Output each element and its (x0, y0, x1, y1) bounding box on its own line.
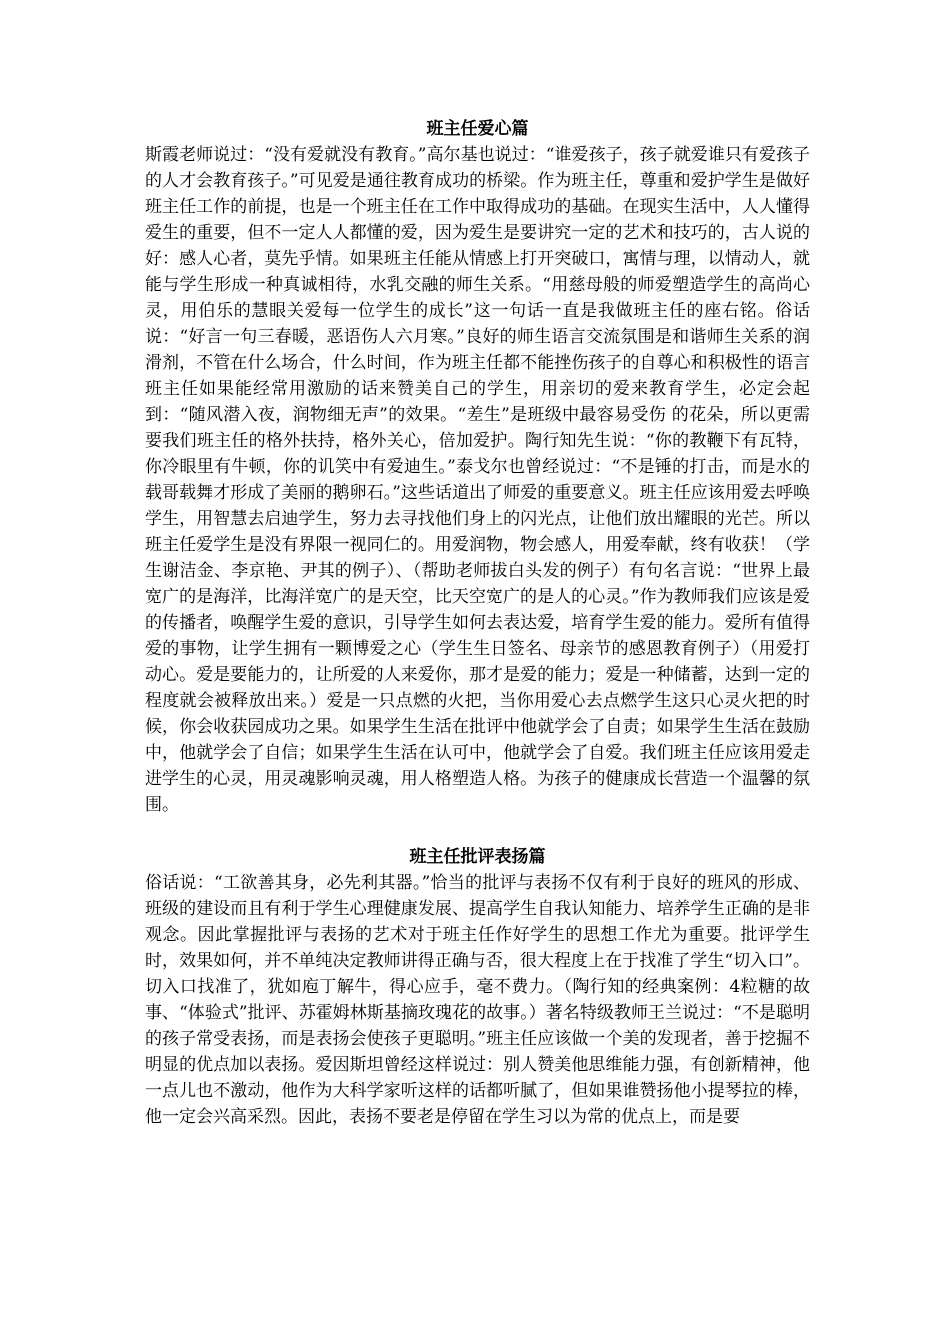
section-body-love: 斯霞老师说过：“没有爱就没有教育。”高尔基也说过：“谁爱孩子，孩子就爱谁只有爱孩子的人才会教育孩子。”可见爱是通往教育成功的桥梁。作为班主任，尊重和爱护学生是做好班主任工作的前提，也是一个班主任在工作中取得成功的基础。在现实生活中，人人懂得爱生的重要，但不一定人人都懂的爱，因为爱生是要讲究一定的艺术和技巧的，古人说的好：感人心者，莫先乎情。如果班主任能从情感上打开突破口，寓情与理，以情动人，就能与学生形成一种真诚相待，水乳交融的师生关系。“用慈母般的师爱塑造学生的高尚心灵，用伯乐的慧眼关爱每一位学生的成长”这一句话一直是我做班主任的座右铭。俗话说：“好言一句三春暖，恶语伤人六月寒。”良好的师生语言交流氛围是和谐师生关系的润滑剂，不管在什么场合，什么时间，作为班主任都不能挫伤孩子的自尊心和积极性的语言班主任如果能经常用激励的话来赞美自己的学生，用亲切的爱来教育学生，必定会起到：“随风潜入夜，润物细无声”的效果。“差生”是班级中最容易受伤 的花朵，所以更需要我们班主任的格外扶持，格外关心，倍加爱护。陶行知先生说：“你的教鞭下有瓦特，你冷眼里有牛顿，你的讥笑中有爱迪生。”泰戈尔也曾经说过：“不是锤的打击，而是水的载哥载舞才形成了美丽的鹅卵石。”这些话道出了师爱的重要意义。班主任应该用爱去呼唤学生，用智慧去启迪学生，努力去寻找他们身上的闪光点，让他们放出耀眼的光芒。所以班主任爱学生是没有界限一视同仁的。用爱润物，物会感人，用爱奉献，终有收获！（学生谢洁金、李京艳、尹其的例子）、（帮助老师拔白头发的例子）有句名言说：“世界上最宽广的是海洋，比海洋宽广的是天空，比天空宽广的是人的心灵。”作为教师我们应该是爱的传播者，唤醒学生爱的意识，引导学生如何去表达爱，培育学生爱的能力。爱所有值得爱的事物，让学生拥有一颗博爱之心（学生生日签名、母亲节的感恩教育例子）（用爱打动心。爱是要能力的，让所爱的人来爱你，那才是爱的能力；爱是一种储蓄，达到一定的程度就会被释放出来。）爱是一只点燃的火把，当你用爱心去点燃学生这只心灵火把的时候，你会收获园成功之果。如果学生生活在批评中他就学会了自责；如果学生生活在鼓励中，他就学会了自信；如果学生生活在认可中，他就学会了自爱。我们班主任应该用爱走进学生的心灵，用灵魂影响灵魂，用人格塑造人格。为孩子的健康成长营造一个温馨的氛围。 (145, 145, 810, 815)
section-title-criticism-praise: 班主任批评表扬篇 (409, 847, 546, 867)
section-title-love: 班主任爱心篇 (426, 119, 529, 139)
document-page (145, 116, 810, 1130)
section-spacer (145, 818, 810, 844)
section-body-criticism-praise: 俗话说：“工欲善其身，必先利其器。”恰当的批评与表扬不仅有利于良好的班风的形成、班级的建设而且有利于学生心理健康发展、提高学生自我认知能力、培养学生正确的是非观念。因此掌握批评与表扬的艺术对于班主任作好学生的思想工作尤为重要。批评学生时，效果如何，并不单纯决定教师讲得正确与否，很大程度上在于找准了学生“切入口”。切入口找准了，犹如庖丁解牛，得心应手，毫不费力。（陶行知的经典案例：4粒糖的故事、“体验式”批评、苏霍姆林斯基摘玫瑰花的故事。）著名特级教师王兰说过：“不是聪明的孩子常受表扬，而是表扬会使孩子更聪明。”班主任应该做一个美的发现者，善于挖掘不明显的优点加以表扬。爱因斯坦曾经这样说过：别人赞美他思维能力强，有创新精神，他一点儿也不激动，他作为大科学家听这样的话都听腻了，但如果谁赞扬他小提琴拉的棒，他一定会兴高采烈。因此，表扬不要老是停留在学生习以为常的优点上，而是要 (145, 873, 810, 1127)
